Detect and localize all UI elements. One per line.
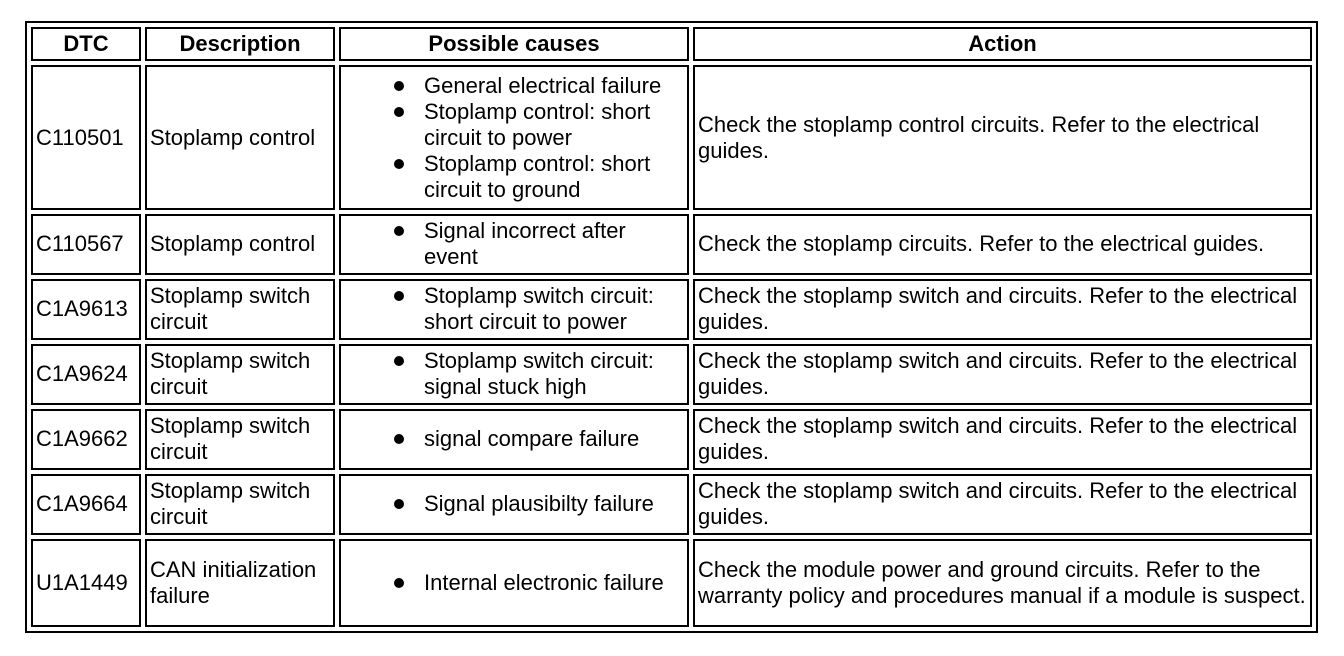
causes-list [344, 73, 684, 203]
action-text: Check the module power and ground circuits. Refer to the warranty policy and procedures manual if a module is suspect. [693, 539, 1312, 627]
causes-list [344, 348, 684, 400]
causes-list [344, 283, 684, 335]
dtc-description: Stoplamp switch circuit [145, 409, 335, 470]
causes-list [344, 426, 684, 452]
action-text: Check the stoplamp control circuits. Refer to the electrical guides. [693, 65, 1312, 210]
cause-item: Stoplamp control: short circuit to ground [424, 151, 684, 203]
causes-list [344, 491, 684, 517]
action-text: Check the stoplamp switch and circuits. Refer to the electrical guides. [693, 344, 1312, 405]
action-text: Check the stoplamp switch and circuits. Refer to the electrical guides. [693, 279, 1312, 340]
cause-item: Stoplamp switch circuit: short circuit to power [424, 283, 684, 335]
table-row [31, 409, 1312, 470]
cause-item: Stoplamp control: short circuit to power [424, 99, 684, 151]
table-row [31, 65, 1312, 210]
header-possible-causes: Possible causes [339, 27, 689, 61]
causes-list [344, 218, 684, 270]
dtc-code: C1A9613 [31, 279, 141, 340]
dtc-code: C110501 [31, 65, 141, 210]
dtc-code: C1A9624 [31, 344, 141, 405]
action-text: Check the stoplamp switch and circuits. Refer to the electrical guides. [693, 409, 1312, 470]
action-text: Check the stoplamp switch and circuits. Refer to the electrical guides. [693, 474, 1312, 535]
dtc-code: C1A9662 [31, 409, 141, 470]
dtc-description: CAN initialization failure [145, 539, 335, 627]
dtc-description: Stoplamp switch circuit [145, 344, 335, 405]
causes-list [344, 570, 684, 596]
cause-item: Stoplamp switch circuit: signal stuck high [424, 348, 684, 400]
dtc-code: C1A9664 [31, 474, 141, 535]
possible-causes-cell [339, 279, 689, 340]
cause-item: Internal electronic failure [424, 570, 684, 596]
header-row [31, 27, 1312, 61]
dtc-code: U1A1449 [31, 539, 141, 627]
dtc-table [25, 21, 1318, 633]
table-row [31, 474, 1312, 535]
dtc-code: C110567 [31, 214, 141, 275]
possible-causes-cell [339, 344, 689, 405]
dtc-description: Stoplamp control [145, 214, 335, 275]
header-action: Action [693, 27, 1312, 61]
action-text: Check the stoplamp circuits. Refer to the electrical guides. [693, 214, 1312, 275]
table-row [31, 214, 1312, 275]
table-row [31, 344, 1312, 405]
possible-causes-cell [339, 65, 689, 210]
dtc-description: Stoplamp control [145, 65, 335, 210]
table-row [31, 539, 1312, 627]
header-description: Description [145, 27, 335, 61]
header-dtc: DTC [31, 27, 141, 61]
cause-item: General electrical failure [424, 73, 684, 99]
possible-causes-cell [339, 409, 689, 470]
possible-causes-cell [339, 539, 689, 627]
dtc-description: Stoplamp switch circuit [145, 474, 335, 535]
cause-item: Signal incorrect after event [424, 218, 684, 270]
possible-causes-cell [339, 474, 689, 535]
table-row [31, 279, 1312, 340]
possible-causes-cell [339, 214, 689, 275]
dtc-description: Stoplamp switch circuit [145, 279, 335, 340]
cause-item: Signal plausibilty failure [424, 491, 684, 517]
cause-item: signal compare failure [424, 426, 684, 452]
